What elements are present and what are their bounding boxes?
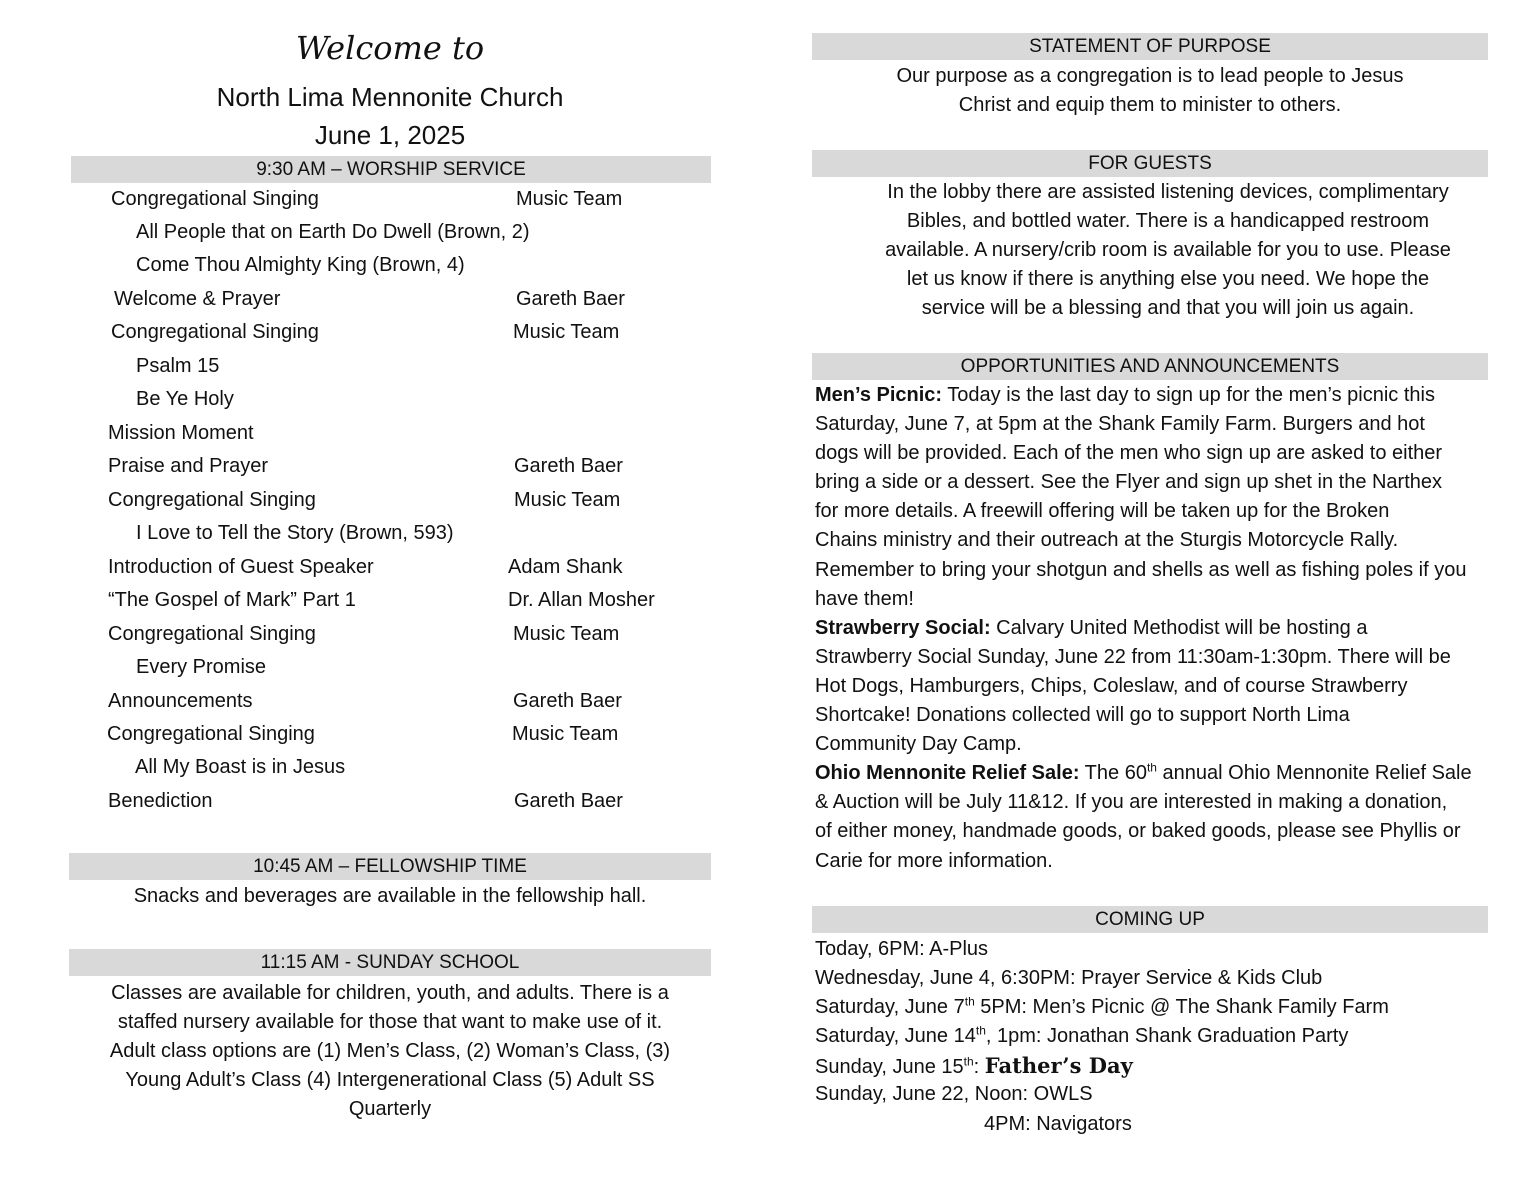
song-title: Psalm 15 [136, 355, 220, 377]
guests-heading: FOR GUESTS [812, 150, 1488, 177]
purpose-text: Our purpose as a congregation is to lead people to Jesus Christ and equip them to minister to others. [896, 65, 1404, 116]
relief-sale: Ohio Mennonite Relief Sale: The 60th annual Ohio Mennonite Relief Sale [815, 760, 1472, 785]
announcements-heading: OPPORTUNITIES AND ANNOUNCEMENTS [812, 353, 1488, 380]
church-name: North Lima Mennonite Church [216, 82, 564, 112]
worship-item: Introduction of Guest Speaker [108, 556, 374, 578]
bulletin-date: June 1, 2025 [314, 120, 466, 150]
song-title: All People that on Earth Do Dwell (Brown, 2) [136, 221, 530, 243]
worship-leader: Adam Shank [508, 556, 623, 578]
strawberry-social: Strawberry Social: Calvary United Methodist will be hosting a [815, 616, 1368, 639]
worship-item: Congregational Singing [108, 489, 316, 511]
worship-leader: Gareth Baer [514, 790, 623, 812]
song-title: Come Thou Almighty King (Brown, 4) [136, 254, 465, 276]
worship-leader: Gareth Baer [513, 690, 622, 712]
welcome-title: Welcome to [295, 29, 485, 67]
sunday-school-text: Classes are available for children, youth, and adults. There is a staffed nursery available for those that want to make use of it. Adult class options are (1) Men’s Class, (2) Woman’s Class, (3) Young Adult’s Class (4) Intergenerational Class (5) Adult SS Quarterly [109, 982, 671, 1120]
fellowship-text: Snacks and beverages are available in the fellowship hall. [133, 885, 647, 907]
worship-leader: Gareth Baer [516, 288, 625, 310]
announcements-text: Men’s Picnic: Today is the last day to sign up for the men’s picnic this Saturday, June 7, at 5pm at the Shank Family Farm. Burgers and hot dogs will be provided. Each of the men who sign up are asked to either bring a side or a dessert. See the Flyer and sign up shet in the Narthex for more details. A freewill offering will be taken up for the Broken Chains ministry and their outreach at the Sturgis Motorcycle Rally. Remember to bring your shotgun and shells as well as fishing poles if you have them! Strawberry Social: Calvary United Methodist will be hosting a Strawberry Social Sunday, June 22 from 11:30am-1:30pm. There will be Hot Dogs, Hamburgers, Chips, Coleslaw, and of course Strawberry Shortcake! Donations collected will go to support North Lima Community Day Camp. Ohio Mennonite Relief Sale: The 60th annual Ohio Mennonite Relief Sale & Auction will be July 11&12. If you are interested in making a donation, of either money, handmade goods, or baked goods, please see Phyllis or Carie for more information. [815, 381, 1530, 876]
worship-item: Congregational Singing [107, 723, 315, 745]
event-item: Sunday, June 22, Noon: OWLS [815, 1083, 1093, 1105]
song-title: Every Promise [136, 656, 267, 678]
fathers-day: Father’s Day [984, 1053, 1133, 1078]
purpose-heading: STATEMENT OF PURPOSE [812, 33, 1488, 60]
coming-up-heading: COMING UP [812, 906, 1488, 933]
sunday-school-heading: 11:15 AM - SUNDAY SCHOOL [69, 949, 711, 976]
worship-leader: Music Team [512, 723, 619, 745]
worship-item: Announcements [108, 690, 253, 712]
event-item: Today, 6PM: A-Plus [815, 938, 989, 960]
worship-item: Congregational Singing [111, 321, 319, 343]
sermon-title: “The Gospel of Mark” Part 1 [108, 589, 356, 611]
event-item: Saturday, June 14th, 1pm: Jonathan Shank Graduation Party [815, 1023, 1349, 1047]
worship-item: Benediction [108, 790, 213, 812]
song-title: Be Ye Holy [136, 388, 234, 410]
worship-item: Praise and Prayer [108, 455, 269, 477]
event-item: Saturday, June 7th 5PM: Men’s Picnic @ The Shank Family Farm [815, 994, 1389, 1018]
worship-heading: 9:30 AM – WORSHIP SERVICE [71, 156, 711, 183]
guests-text: In the lobby there are assisted listening devices, complimentary Bibles, and bottled water. There is a handicapped restroom available. A nursery/crib room is available for you to use. Please let us know if there is anything else you need. We hope the service will be a blessing and that you will join us again. [885, 181, 1451, 319]
worship-leader: Music Team [513, 321, 620, 343]
song-title: I Love to Tell the Story (Brown, 593) [136, 522, 454, 544]
worship-item: Mission Moment [108, 422, 254, 444]
mens-picnic: Men’s Picnic: Today is the last day to sign up for the men’s picnic this [815, 384, 1435, 406]
fellowship-heading: 10:45 AM – FELLOWSHIP TIME [69, 853, 711, 880]
worship-leader: Dr. Allan Mosher [508, 589, 655, 611]
worship-leader: Music Team [514, 489, 621, 511]
event-item: 4PM: Navigators [984, 1113, 1132, 1135]
song-title: All My Boast is in Jesus [135, 756, 346, 778]
worship-item: Welcome & Prayer [114, 288, 281, 310]
event-item: Wednesday, June 4, 6:30PM: Prayer Service & Kids Club [815, 967, 1323, 989]
worship-item: Congregational Singing [111, 188, 319, 210]
worship-item: Congregational Singing [108, 623, 316, 645]
worship-leader: Music Team [513, 623, 620, 645]
worship-leader: Music Team [516, 188, 623, 210]
event-item: Sunday, June 15th: Father’s Day [815, 1053, 1133, 1078]
worship-leader: Gareth Baer [514, 455, 623, 477]
